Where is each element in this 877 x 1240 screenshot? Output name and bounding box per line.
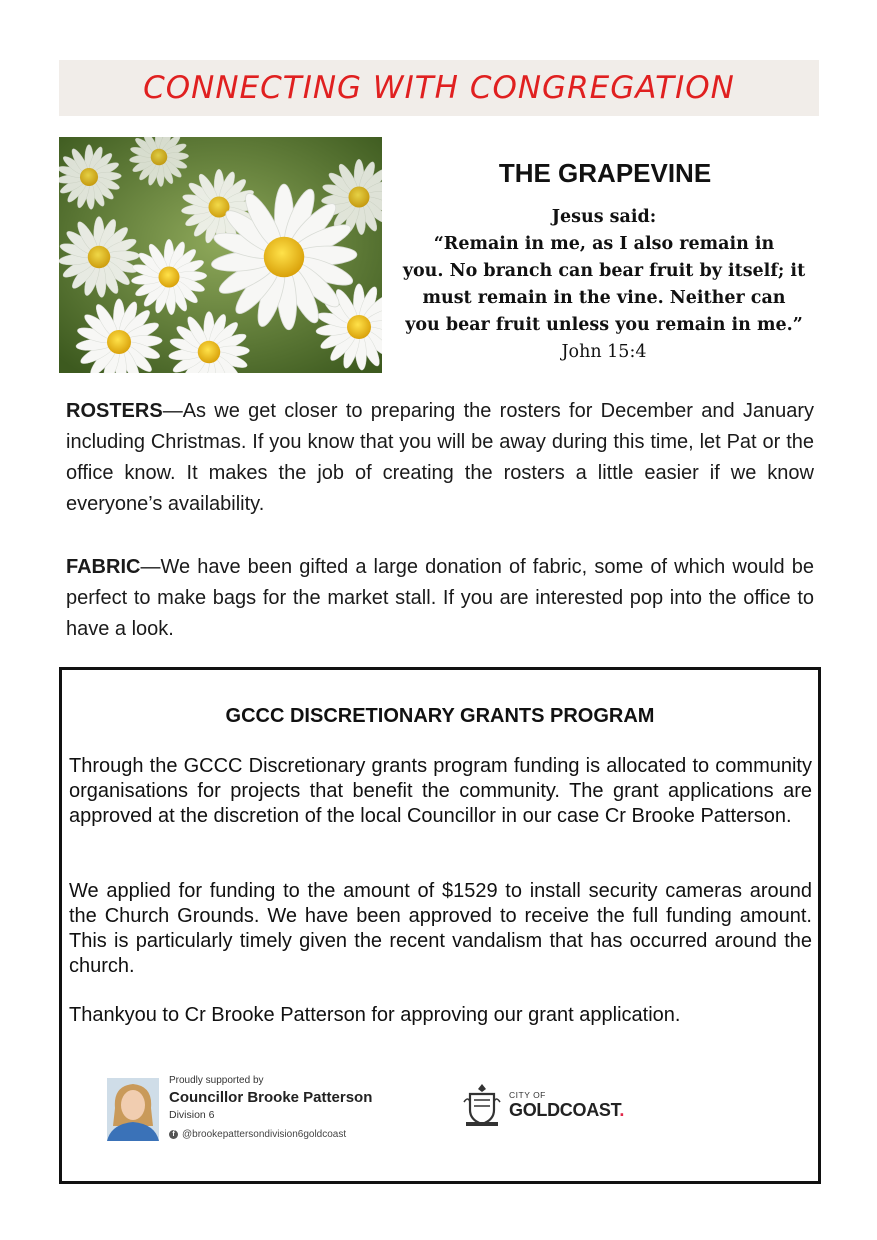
rosters-notice (66, 396, 814, 520)
verse-line: you. No branch can bear fruit by itself; it (402, 261, 806, 281)
grapevine-title: THE GRAPEVINE (498, 158, 712, 188)
goldcoast-dot: . (619, 1100, 625, 1120)
councillor-social (169, 1129, 346, 1140)
fabric-text: —We have been gifted a large donation of fabric, some of which would be perfect to make bags for the market stall. If you are interested pop into the office to have a look. (66, 556, 814, 640)
councillor-division: Division 6 (169, 1109, 215, 1121)
goldcoast-name: GOLDCOAST (509, 1100, 620, 1120)
verse-intro: Jesus said: (551, 207, 657, 227)
daisy-photo (59, 137, 382, 373)
rosters-heading: ROSTERS (66, 400, 163, 422)
grants-box (59, 667, 821, 1184)
council-crest-icon (462, 1082, 502, 1128)
fabric-heading: FABRIC (66, 556, 141, 578)
verse-line: must remain in the vine. Neither can (422, 288, 786, 308)
verse-line: you bear fruit unless you remain in me.” (405, 315, 803, 335)
supported-by-label: Proudly supported by (169, 1075, 264, 1086)
verse-line: “Remain in me, as I also remain in (433, 234, 775, 254)
verse-reference: John 15:4 (561, 342, 647, 362)
social-handle: @brookepattersondivision6goldcoast (182, 1129, 347, 1140)
councillor-name: Councillor Brooke Patterson (169, 1089, 373, 1106)
city-of-goldcoast-logo (462, 1082, 642, 1132)
grants-paragraph: Through the GCCC Discretionary grants program funding is allocated to community organisations for projects that benefit the community. The grant applications are approved at the discretion of the local Councillor in our case Cr Brooke Patterson. (69, 755, 812, 827)
facebook-icon: f (169, 1130, 178, 1139)
header-banner (59, 60, 819, 116)
city-of-label: CITY OF (509, 1090, 546, 1100)
grants-paragraph: We applied for funding to the amount of $1529 to install security cameras around the Church Grounds. We have been approved to receive the full funding amount. This is particularly timely given the recent vandalism that has occurred around the church. (69, 880, 812, 977)
goldcoast-wordmark (509, 1100, 624, 1121)
bible-verse (388, 204, 820, 366)
grants-paragraph: Thankyou to Cr Brooke Patterson for approving our grant application. (69, 1004, 681, 1026)
rosters-text: —As we get closer to preparing the rosters for December and January including Christmas. If you know that you will be away during this time, let Pat or the office know. It makes the job of creating the rosters a little easier if we know everyone’s availability. (66, 400, 814, 515)
grants-title: GCCC DISCRETIONARY GRANTS PROGRAM (225, 705, 655, 727)
page-title: CONNECTING WITH CONGREGATION (143, 70, 735, 106)
councillor-photo (107, 1078, 159, 1141)
councillor-sponsor-badge (107, 1075, 397, 1145)
fabric-notice (66, 552, 814, 645)
